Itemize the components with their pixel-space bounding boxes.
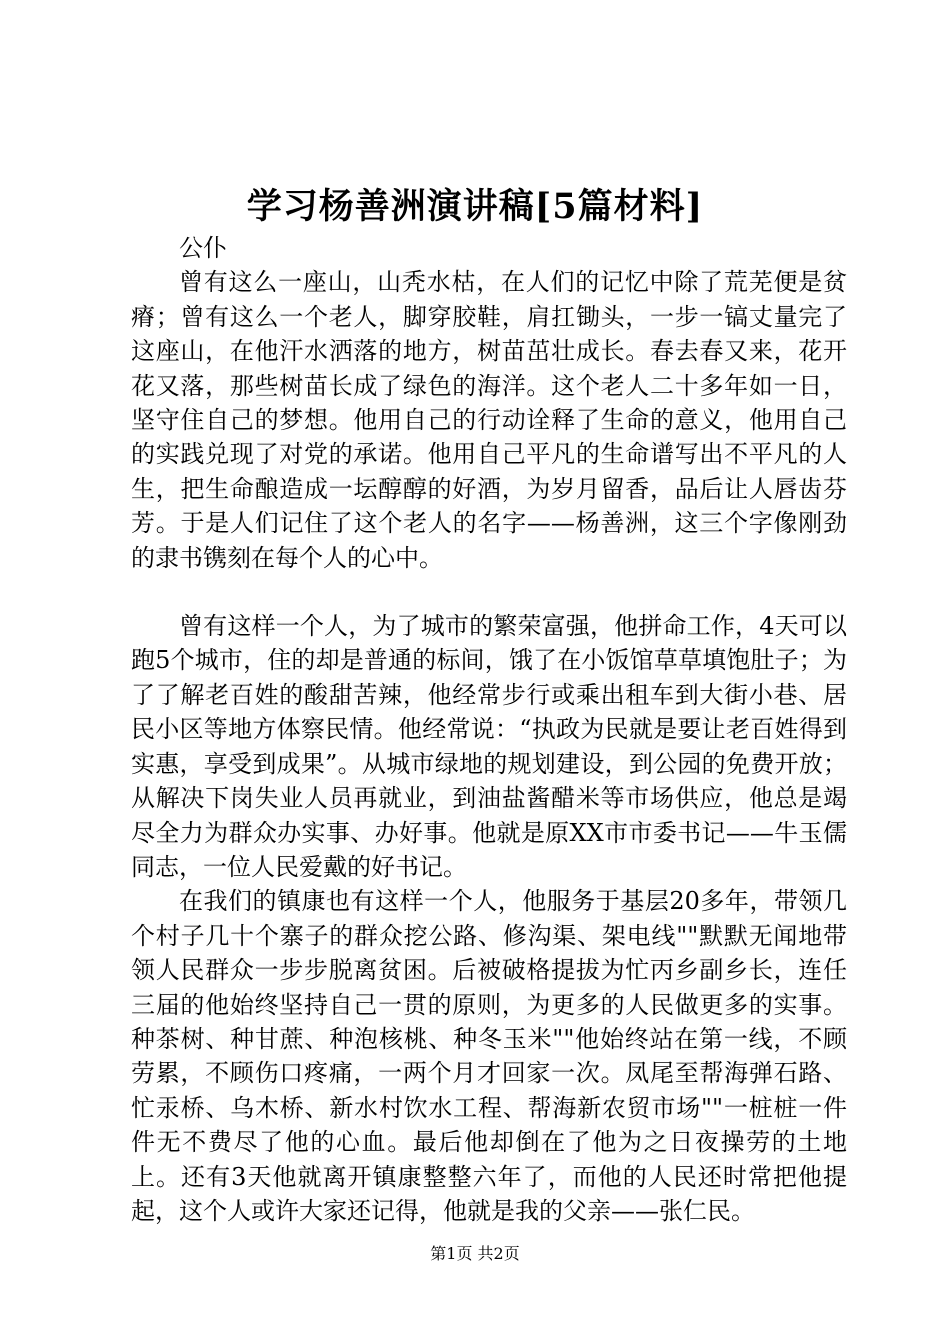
paragraph-spacer <box>131 575 847 609</box>
document-body <box>131 231 847 1228</box>
page-footer: 第1页 共2页 <box>430 1244 520 1263</box>
paragraph-3: 在我们的镇康也有这样一个人，他服务于基层20多年，带领几个村子几十个寨子的群众挖公路、修沟渠、架电线""默默无闻地带领人民群众一步步脱离贫困。后被破格提拔为忙丙乡副乡长，连任三届的他始终坚持自己一贯的原则，为更多的人民做更多的实事。种茶树、种甘蔗、种泡核桃、种冬玉米""他始终站在第一线，不顾劳累，不顾伤口疼痛，一两个月才回家一次。凤尾至帮海弹石路、忙汞桥、乌木桥、新水村饮水工程、帮海新农贸市场""一桩桩一件件无不费尽了他的心血。最后他却倒在了他为之日夜操劳的土地上。还有3天他就离开镇康整整六年了，而他的人民还时常把他提起，这个人或许大家还记得，他就是我的父亲——张仁民。 <box>131 887 847 1225</box>
document-title: 学习杨善洲演讲稿[5篇材料] <box>246 186 704 227</box>
paragraph-2: 曾有这样一个人，为了城市的繁荣富强，他拼命工作，4天可以跑5个城市，住的却是普通的标间，饿了在小饭馆草草填饱肚子；为了了解老百姓的酸甜苦辣，他经常步行或乘出租车到大街小巷、居民小区等地方体察民情。他经常说：“执政为民就是要让老百姓得到实惠，享受到成果”。从城市绿地的规划建设，到公园的免费开放；从解决下岗失业人员再就业，到油盐酱醋米等市场供应，他总是竭尽全力为群众办实事、办好事。他就是原XX市市委书记——牛玉儒同志，一位人民爱戴的好书记。 <box>131 612 847 881</box>
paragraph-1: 曾有这么一座山，山秃水枯，在人们的记忆中除了荒芜便是贫瘠；曾有这么一个老人，脚穿胶鞋，肩扛锄头，一步一镐丈量完了这座山，在他汗水洒落的地方，树苗茁壮成长。春去春又来，花开花又落，那些树苗长成了绿色的海洋。这个老人二十多年如一日，坚守住自己的梦想。他用自己的行动诠释了生命的意义，他用自己的实践兑现了对党的承诺。他用自己平凡的生命谱写出不平凡的人生，把生命酿造成一坛醇醇的好酒，为岁月留香，品后让人唇齿芬芳。于是人们记住了这个老人的名字——杨善洲，这三个字像刚劲的隶书镌刻在每个人的心中。 <box>131 268 847 572</box>
salutation-line: 公仆 <box>179 234 227 262</box>
